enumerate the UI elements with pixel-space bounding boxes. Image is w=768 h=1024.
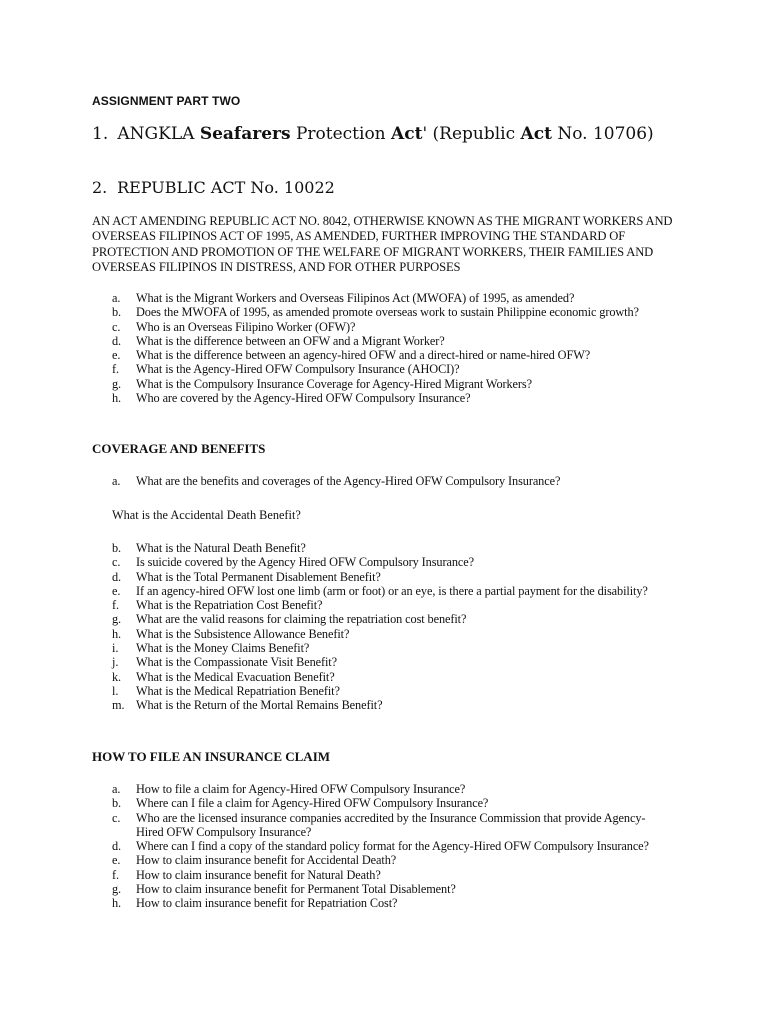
question-text: Does the MWOFA of 1995, as amended promote overseas work to sustain Philippine economic growth?: [136, 305, 639, 320]
question-text: How to claim insurance benefit for Natural Death?: [136, 867, 381, 882]
question-text: How to claim insurance benefit for Accidental Death?: [136, 853, 397, 868]
list-item: [112, 612, 672, 626]
question-text: How to claim insurance benefit for Permanent Total Disablement?: [136, 882, 456, 897]
list-marker: f.: [112, 598, 119, 613]
list-item: [112, 377, 672, 391]
list-marker: i.: [112, 641, 119, 656]
list-item: [112, 698, 672, 712]
list-item: [112, 627, 672, 641]
list-marker: b.: [112, 305, 122, 320]
question-text: What is the Subsistence Allowance Benefit?: [136, 626, 350, 641]
question-text: Where can I find a copy of the standard policy format for the Agency-Hired OFW Compulsory Insurance?: [136, 839, 649, 854]
question-text: What is the Money Claims Benefit?: [136, 641, 310, 656]
list-marker: b.: [112, 541, 122, 555]
list-marker: h.: [112, 391, 122, 406]
list-item: [112, 362, 672, 376]
question-text: What is the difference between an OFW and a Migrant Worker?: [136, 333, 445, 348]
list-marker: c.: [112, 810, 121, 825]
question-text: How to file a claim for Agency-Hired OFW Compulsory Insurance?: [136, 782, 466, 796]
list-item: [112, 348, 672, 362]
list-marker: a.: [112, 291, 121, 305]
list-marker: l.: [112, 683, 119, 698]
question-text: What is the Repatriation Cost Benefit?: [136, 598, 323, 613]
heading-item-1: [92, 124, 654, 144]
question-text: Who are covered by the Agency-Hired OFW Compulsory Insurance?: [136, 391, 471, 406]
list-marker: h.: [112, 896, 122, 911]
question-text: What is the Compulsory Insurance Coverage for Agency-Hired Migrant Workers?: [136, 376, 532, 391]
question-text: What is the Agency-Hired OFW Compulsory Insurance (AHOCI)?: [136, 362, 460, 377]
heading-text-part: Protection: [290, 124, 392, 144]
list-marker: g.: [112, 612, 122, 627]
section-title-claims: HOW TO FILE AN INSURANCE CLAIM: [92, 749, 331, 764]
list-item: [112, 291, 672, 305]
list-item: [112, 334, 672, 348]
question-text: What are the valid reasons for claiming the repatriation cost benefit?: [136, 612, 467, 627]
list-item: [112, 868, 672, 882]
list-item: [112, 474, 672, 488]
list-marker: d.: [112, 569, 122, 584]
list-marker: f.: [112, 867, 119, 882]
question-text: If an agency-hired OFW lost one limb (arm or foot) or an eye, is there a partial payment for the disability?: [136, 583, 648, 598]
act-title-paragraph: AN ACT AMENDING REPUBLIC ACT NO. 8042, OTHERWISE KNOWN AS THE MIGRANT WORKERS AND OVERSEAS FILIPINOS ACT OF 1995, AS AMENDED, FURTHER IMPROVING THE STANDARD OF PROTECTION AND PROMOTION OF THE WELFARE OF MIGRANT WORKERS, THEIR FAMILIES AND OVERSEAS FILIPINOS IN DISTRESS, AND FOR OTHER PURPOSES: [92, 214, 673, 274]
accidental-death-question: What is the Accidental Death Benefit?: [112, 508, 301, 522]
question-text: Who are the licensed insurance companies accredited by the Insurance Commission that provide Agency-Hired OFW Compulsory Insurance?: [136, 810, 646, 839]
section-title-coverage: COVERAGE AND BENEFITS: [92, 441, 266, 456]
list-item: [112, 670, 672, 684]
list-item: [112, 796, 672, 810]
list-marker: e.: [112, 853, 121, 868]
list-marker: j.: [112, 655, 119, 670]
heading-text-part: No. 10706): [551, 124, 654, 144]
question-text: What are the benefits and coverages of the Agency-Hired OFW Compulsory Insurance?: [136, 474, 561, 488]
list-item: [112, 555, 672, 569]
list-item: [112, 320, 672, 334]
list-marker: f.: [112, 362, 119, 377]
list-marker: b.: [112, 796, 122, 811]
list-item: [112, 570, 672, 584]
assignment-header: ASSIGNMENT PART TWO: [92, 94, 241, 108]
list-item: [112, 584, 672, 598]
question-text: What is the Compassionate Visit Benefit?: [136, 655, 337, 670]
heading-bold-act: Act: [520, 124, 552, 144]
question-text: What is the Total Permanent Disablement Benefit?: [136, 569, 381, 584]
list-item: [112, 684, 672, 698]
list-marker: g.: [112, 376, 122, 391]
list-item: [112, 655, 672, 669]
list-marker: h.: [112, 626, 122, 641]
heading-text-part: ANGKLA: [117, 124, 200, 144]
question-text: Who is an Overseas Filipino Worker (OFW)?: [136, 319, 356, 334]
question-list-coverage-a: [112, 474, 672, 488]
heading-number: 1.: [92, 124, 109, 144]
question-list-claims: [112, 782, 672, 911]
list-marker: m.: [112, 698, 125, 713]
list-item: [112, 882, 672, 896]
heading-bold-act: Act: [391, 124, 423, 144]
list-item: [112, 305, 672, 319]
list-marker: d.: [112, 333, 122, 348]
list-marker: a.: [112, 782, 121, 796]
question-text: What is the Migrant Workers and Overseas Filipinos Act (MWOFA) of 1995, as amended?: [136, 291, 575, 305]
list-item: [112, 811, 672, 840]
list-item: [112, 541, 672, 555]
question-text: What is the Natural Death Benefit?: [136, 541, 306, 555]
question-list-coverage: [112, 541, 672, 713]
question-text: Where can I file a claim for Agency-Hired OFW Compulsory Insurance?: [136, 796, 489, 811]
heading-text-part: ' (Republic: [422, 124, 521, 144]
list-item: [112, 598, 672, 612]
list-item: [112, 641, 672, 655]
question-text: What is the difference between an agency-hired OFW and a direct-hired or name-hired OFW?: [136, 348, 591, 363]
list-marker: g.: [112, 882, 122, 897]
heading-text: REPUBLIC ACT No. 10022: [117, 178, 335, 197]
question-text: What is the Return of the Mortal Remains Benefit?: [136, 698, 383, 713]
heading-bold-seafarers: Seafarers: [199, 124, 291, 144]
question-text: What is the Medical Repatriation Benefit?: [136, 683, 340, 698]
list-marker: c.: [112, 319, 121, 334]
heading-number: 2.: [92, 178, 108, 197]
list-marker: e.: [112, 348, 121, 363]
heading-item-2: [92, 178, 335, 197]
list-item: [112, 853, 672, 867]
list-item: [112, 839, 672, 853]
list-marker: a.: [112, 474, 121, 488]
question-list-act: [112, 291, 672, 405]
list-marker: d.: [112, 839, 122, 854]
list-marker: c.: [112, 555, 121, 570]
question-text: How to claim insurance benefit for Repatriation Cost?: [136, 896, 398, 911]
question-text: What is the Medical Evacuation Benefit?: [136, 669, 335, 684]
list-marker: e.: [112, 583, 121, 598]
list-marker: k.: [112, 669, 122, 684]
list-item: [112, 391, 672, 405]
list-item: [112, 896, 672, 910]
list-item: [112, 782, 672, 796]
question-text: Is suicide covered by the Agency Hired OFW Compulsory Insurance?: [136, 555, 474, 570]
